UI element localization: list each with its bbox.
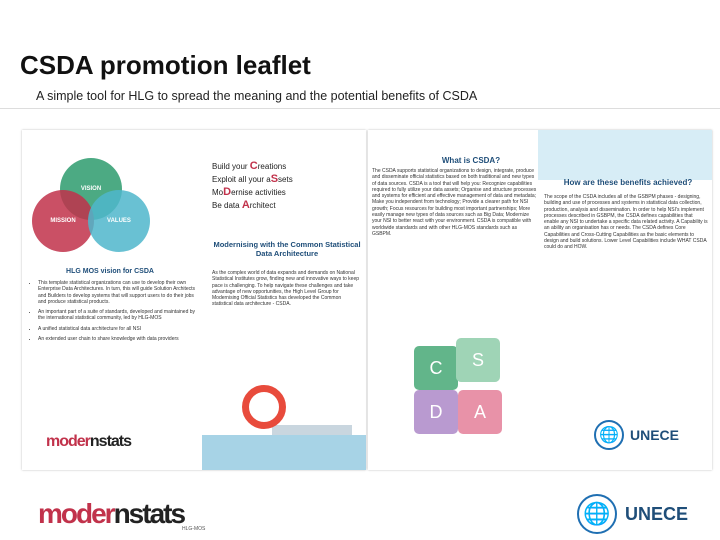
leaflet-right-panel (368, 130, 712, 470)
what-is-csda-text: The CSDA supports statistical organizations to design, integrate, produce and disseminate official statistics based on both traditional and new types of data sources. CSDA is a tool that will help you: Recognize capabilities required to fully utilize your data assets; Organise and structure processes and systems for efficient and effective management of data and metadata; Make you independent from technology; Provide a clearer path for NSI growth; Focus resources for building most important partnerships; More easily manage new types of data sources such as Big Data; Modernize your NSI to better react with your environment. CSDA is compatible with worldwide standards and with other HLG-MOS standards such as GSBPM. (372, 168, 537, 237)
what-is-csda-title: What is CSDA? (441, 156, 501, 165)
divider (0, 108, 720, 109)
cap-line: Be data Architect (212, 199, 276, 211)
modernstats-subtext: HLG-MOS (182, 526, 206, 532)
list-item: • An important part of a suite of standards, developed and maintained by the international statistical community, led by HLG-MOS (38, 309, 196, 322)
benefits-text: The scope of the CSDA includes all of the GSBPM phases - designing, building and use of processes and systems in statistical data collection, production, analysis and dissemination. In order to help NSI's implement processes described in GSBPM, the CSDA defines capabilities that enable any NSI to undertake a specific data related activity. A Capability is an ability an organisation has or needs. The CSDA defines Core Capabilities and Cross-Cutting Capabilities as the basic elements to design and build solutions. Lower Level Capabilities include WHAT CSDA could do and HOW. (544, 194, 708, 251)
cap-line: Build your Creations (212, 160, 287, 172)
unece-text: UNECE (625, 503, 689, 524)
vision-venn-diagram (28, 150, 158, 260)
slide-title: CSDA promotion leaflet (20, 50, 311, 80)
intro-paragraph: As the complex world of data expands and demands on National Statistical Institutes grow, finding new and innovative ways to keep pace is challenging. To help navigate these challenges and take advantage of new opportunities, the High Level Group for Modernising Official Statistics has developed the Common statistical data architecture - CSDA. (212, 270, 360, 308)
puzzle-piece-d: D (414, 390, 458, 434)
water-illustration (202, 435, 366, 470)
puzzle-piece-c: C (414, 346, 458, 390)
vision-bullets (30, 280, 196, 346)
slide-subtitle: A simple tool for HLG to spread the meaning and the potential benefits of CSDA (36, 89, 478, 103)
unece-logo (577, 494, 688, 534)
benefits-title: How are these benefits achieved? (563, 178, 693, 187)
venn-mission: MISSION (32, 190, 94, 252)
modernstats-logo-small: modernstats (46, 433, 132, 450)
cap-line: MoDernise activities (212, 186, 286, 198)
lifebuoy-icon (242, 385, 286, 429)
capability-list (212, 160, 362, 212)
cap-line: Exploit all your aSsets (212, 173, 293, 185)
architecture-heading: Modernising with the Common Statistical Data Architecture (213, 240, 361, 258)
benefits-background (538, 130, 712, 180)
venn-vision: VISION (60, 158, 122, 220)
leaflet-image (22, 130, 712, 470)
list-item: • A unified statistical data architecture for all NSI (38, 326, 196, 332)
unece-logo-small: 🌐 UNECE (594, 420, 679, 450)
dock-illustration (272, 425, 352, 435)
list-item: • An extended user chain to share knowledge with data providers (38, 336, 196, 342)
un-emblem-icon: 🌐 (594, 420, 624, 450)
list-item: • This template statistical organizations can use to develop their own Enterprise Data Architectures. In turn, this will guide Solution Architects and Builders to develop systems that will support users to do their jobs and produce statistical products. (38, 280, 196, 305)
puzzle-piece-a: A (458, 390, 502, 434)
modernstats-logo: modernstats (38, 498, 185, 529)
venn-values: VALUES (88, 190, 150, 252)
un-emblem-icon: 🌐 (577, 494, 617, 534)
puzzle-piece-s: S (456, 338, 500, 382)
vision-title: HLG MOS vision for CSDA (66, 268, 154, 275)
leaflet-left-panel (22, 130, 366, 470)
csda-puzzle-illustration (414, 338, 514, 438)
